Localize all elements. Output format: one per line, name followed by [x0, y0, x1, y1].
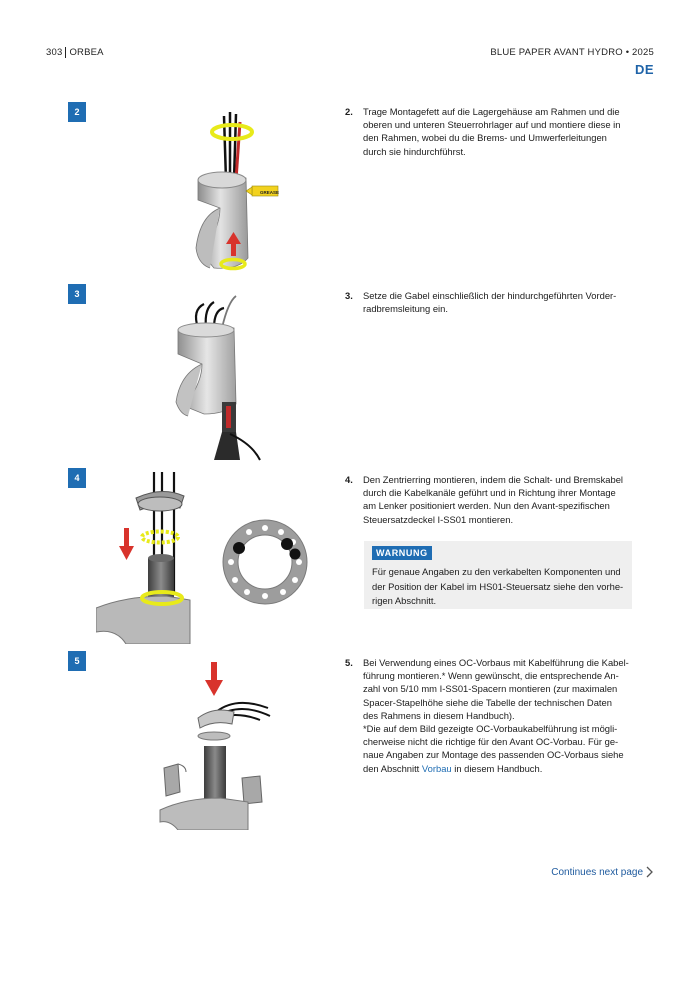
- step-5-line: *Die auf dem Bild gezeigte OC-Vorbaukabelführung ist mögli-: [363, 723, 618, 735]
- step-3-line: Setze die Gabel einschließlich der hindurchgeführten Vorder-: [363, 290, 617, 301]
- step-3-illustration: [170, 294, 270, 464]
- grease-label: GREASE: [260, 190, 280, 195]
- step-2-line: oberen und unteren Steuerrohrlager auf und montiere diese in: [363, 119, 621, 131]
- page-number: 303: [46, 47, 63, 58]
- warning-line: der Position der Kabel im HS01-Steuersatz siehe den vorhe-: [372, 580, 624, 592]
- step-2-line: den Rahmen, wobei du die Brems- und Umwerferleitungen: [363, 132, 607, 144]
- step-5-line: Bei Verwendung eines OC-Vorbaus mit Kabelführung die Kabel-: [363, 657, 629, 668]
- vorbau-link[interactable]: Vorbau: [421, 762, 452, 774]
- chevron-right-icon: [646, 866, 654, 878]
- warning-line: Für genaue Angaben zu den verkabelten Komponenten und: [372, 566, 621, 577]
- step-5-line: naue Angaben zur Montage des passenden OC-Vorbaus siehe: [363, 749, 624, 761]
- warning-text: [372, 565, 628, 609]
- step-2-number: 2.: [345, 106, 353, 117]
- continues-next-page-link[interactable]: [551, 866, 654, 878]
- step-2-text: [345, 105, 635, 158]
- step-2-illustration: [180, 108, 320, 278]
- step-3-text: [345, 289, 635, 315]
- step-5-last-line: [363, 762, 635, 775]
- warning-box: [364, 541, 632, 609]
- step-4-line: durch die Kabelkanäle geführt und in Richtung ihrer Montage: [363, 487, 616, 499]
- warning-label: WARNUNG: [372, 546, 432, 560]
- step-badge-4: 4: [68, 468, 86, 488]
- step-2-line: durch sie hindurchführst.: [363, 145, 466, 157]
- step-4-illustration-centering-ring: [221, 518, 309, 606]
- warning-line: rigen Abschnitt.: [372, 595, 437, 607]
- step-badge-5: 5: [68, 651, 86, 671]
- step-5-text: [345, 656, 635, 775]
- step-2-line: Trage Montagefett auf die Lagergehäuse am Rahmen und die: [363, 106, 620, 117]
- step-5-last-line-before: den Abschnitt: [363, 762, 422, 774]
- step-badge-2: 2: [68, 102, 86, 122]
- language-tag: DE: [634, 62, 654, 77]
- document-title: BLUE PAPER AVANT HYDRO • 2025: [490, 47, 654, 58]
- page-header-left: [46, 47, 104, 58]
- step-5-line: zahl von 5/10 mm I-SS01-Spacern montieren (zur maximalen: [363, 683, 618, 695]
- continues-label: Continues next page: [551, 866, 643, 878]
- step-4-line: Den Zentrierring montieren, indem die Schalt- und Bremskabel: [363, 474, 624, 485]
- step-5-last-line-after: in diesem Handbuch.: [451, 762, 543, 774]
- step-5-number: 5.: [345, 657, 353, 668]
- step-4-line: Steuersatzdeckel I-SS01 montieren.: [363, 513, 514, 525]
- header-divider: [65, 47, 66, 58]
- step-5-illustration: [156, 660, 282, 830]
- step-5-line: führung montieren.* Wenn gewünscht, die entsprechende An-: [363, 670, 619, 682]
- step-3-line: radbremsleitung ein.: [363, 303, 448, 315]
- step-3-number: 3.: [345, 290, 353, 301]
- step-5-line: Spacer-Stapelhöhe siehe die Tabelle der technischen Daten: [363, 696, 612, 708]
- step-5-line: des Rahmens in diesem Handbuch).: [363, 709, 515, 721]
- step-4-illustration-headset: [96, 472, 196, 644]
- step-badge-3: 3: [68, 284, 86, 304]
- step-4-text: [345, 473, 635, 526]
- brand-name: ORBEA: [69, 47, 104, 58]
- step-4-number: 4.: [345, 474, 353, 485]
- step-4-line: am Lenker positioniert werden. Nun den Avant-spezifischen: [363, 500, 610, 512]
- step-5-line: cherweise nicht die richtige für den Avant OC-Vorbau. Für ge-: [363, 736, 619, 748]
